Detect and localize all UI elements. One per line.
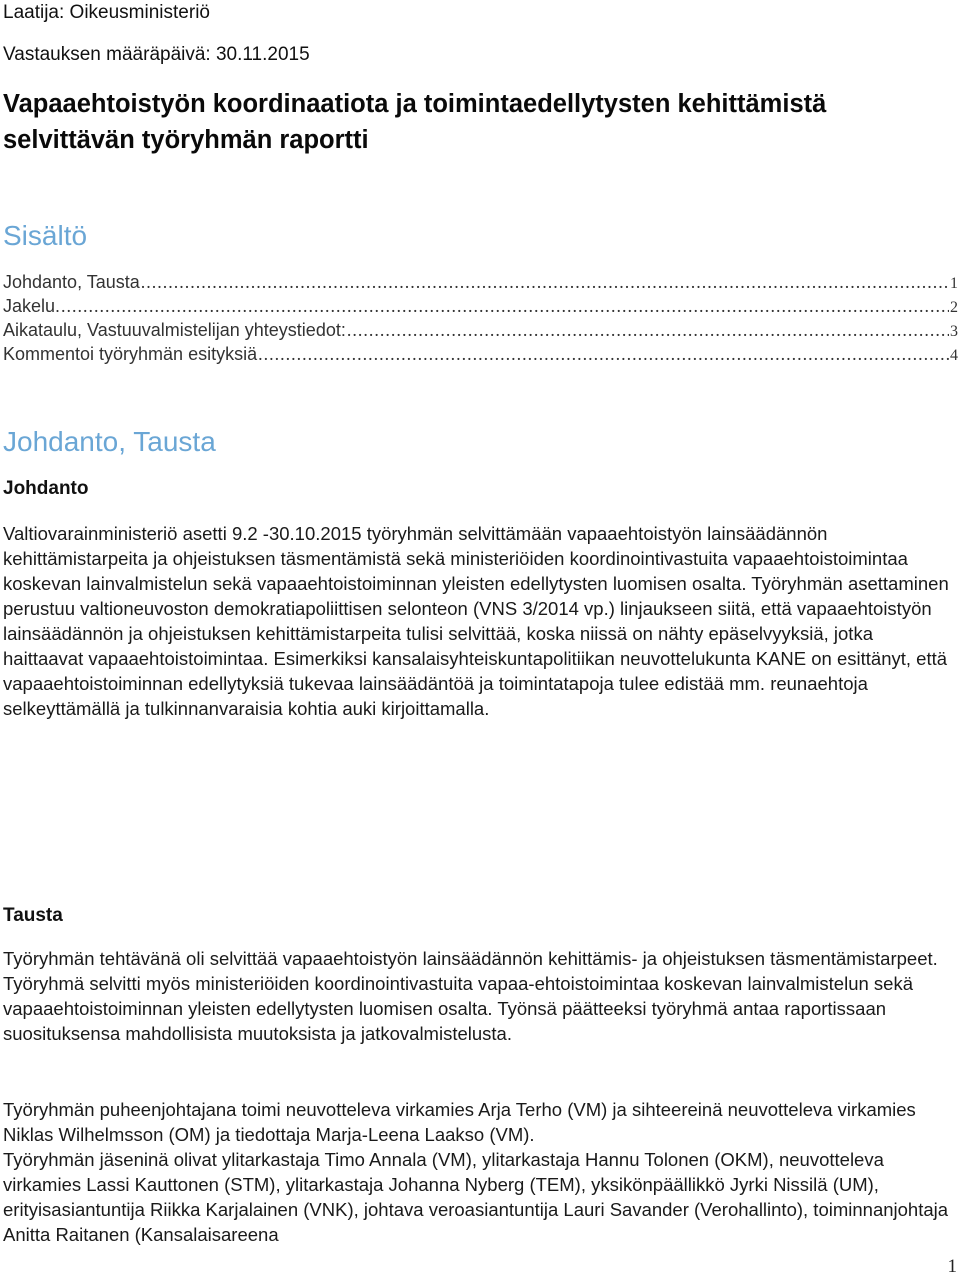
- due-date-line: Vastauksen määräpäivä: 30.11.2015: [3, 44, 310, 65]
- toc-heading: Sisältö: [3, 220, 88, 251]
- toc-item-page: 3: [950, 323, 958, 340]
- toc-item[interactable]: [3, 344, 958, 368]
- toc-item-label[interactable]: Aikataulu, Vastuuvalmistelijan yhteystiedot:: [3, 320, 346, 340]
- toc-item-page: 1: [950, 275, 958, 292]
- toc-leader-dots: [347, 320, 949, 341]
- document-title: Vapaaehtoistyön koordinaatiota ja toimintaedellytysten kehittämistä selvittävän työryhmän raportti: [3, 90, 827, 154]
- toc-item[interactable]: [3, 320, 958, 344]
- toc-leader-dots: [258, 344, 949, 365]
- page-number: 1: [947, 1256, 957, 1277]
- table-of-contents: [3, 272, 958, 368]
- intro-paragraph: Valtiovarainministeriö asetti 9.2 -30.10.2015 työryhmän selvittämään vapaaehtoistyön lainsäädännön kehittämistarpeita ja ohjeistuksen täsmentämistä sekä ministeriöiden koordinointivastuita vapaaehtoistoimintaa koskevan lainvalmistelun sekä vapaaehtoistoiminnan yleisten edellytysten luomisen osalta. Työryhmän asettaminen perustuu valtioneuvoston demokratiapoliittisen selonteon (VNS 3/2014 vp.) linjaukseen siitä, että vapaaehtoistyön lainsäädännön ja ohjeistuksen kehittämistarpeita tulisi selvittää, koska niissä on nähty epäselvyyksiä, jotka haittaavat vapaaehtoistoimintaa. Esimerkiksi kansalaisyhteiskuntapolitiikan neuvottelukunta KANE on esittänyt, että vapaaehtoistoiminnan edellytyksiä tukevaa lainsäädäntöä ja toimintatapoja tulee edistää mm. reunaehtoja selkeyttämällä ja tulkinnanvaraisia kohtia auki kirjoittamalla.: [3, 523, 949, 719]
- background-paragraph: Työryhmän tehtävänä oli selvittää vapaaehtoistyön lainsäädännön kehittämis- ja ohjeistuksen täsmentämistarpeet. Työryhmä selvitti myös ministeriöiden koordinointivastuita vapaa-ehtoistoimintaa koskevan lainvalmistelun sekä vapaaehtoistoiminnan yleisten edellytysten luomisen osalta. Työnsä päätteeksi työryhmä antaa raportissaan suosituksensa mahdollisista muutoksista ja jatkovalmistelusta.: [3, 948, 938, 1044]
- toc-item-label[interactable]: Jakelu.: [3, 296, 61, 316]
- toc-item-page: 2: [950, 299, 958, 316]
- toc-item-label[interactable]: Johdanto, Tausta: [3, 272, 140, 292]
- chair-paragraph: Työryhmän puheenjohtajana toimi neuvotteleva virkamies Arja Terho (VM) ja sihteereinä neuvotteleva virkamies Niklas Wilhelmsson (OM) ja tiedottaja Marja-Leena Laakso (VM).: [3, 1099, 916, 1145]
- background-heading: Tausta: [3, 905, 63, 926]
- toc-item[interactable]: [3, 296, 958, 320]
- toc-leader-dots: [61, 296, 949, 317]
- toc-item-page: 4: [950, 347, 958, 364]
- intro-heading: Johdanto: [3, 478, 89, 499]
- section-heading: Johdanto, Tausta: [3, 426, 216, 457]
- preparer-line: Laatija: Oikeusministeriö: [3, 2, 210, 23]
- toc-leader-dots: [141, 272, 949, 293]
- toc-item-label[interactable]: Kommentoi työryhmän esityksiä: [3, 344, 258, 364]
- toc-item[interactable]: [3, 272, 958, 296]
- members-paragraph: Työryhmän jäseninä olivat ylitarkastaja Timo Annala (VM), ylitarkastaja Hannu Tolonen (OKM), neuvotteleva virkamies Lassi Kauttonen (STM), ylitarkastaja Johanna Nyberg (TEM), yksikönpäällikkö Jyrki Nissilä (UM), erityisasiantuntija Riikka Karjalainen (VNK), johtava veroasiantuntija Lauri Savander (Verohallinto), toiminnanjohtaja Anitta Raitanen (Kansalaisareena: [3, 1149, 949, 1245]
